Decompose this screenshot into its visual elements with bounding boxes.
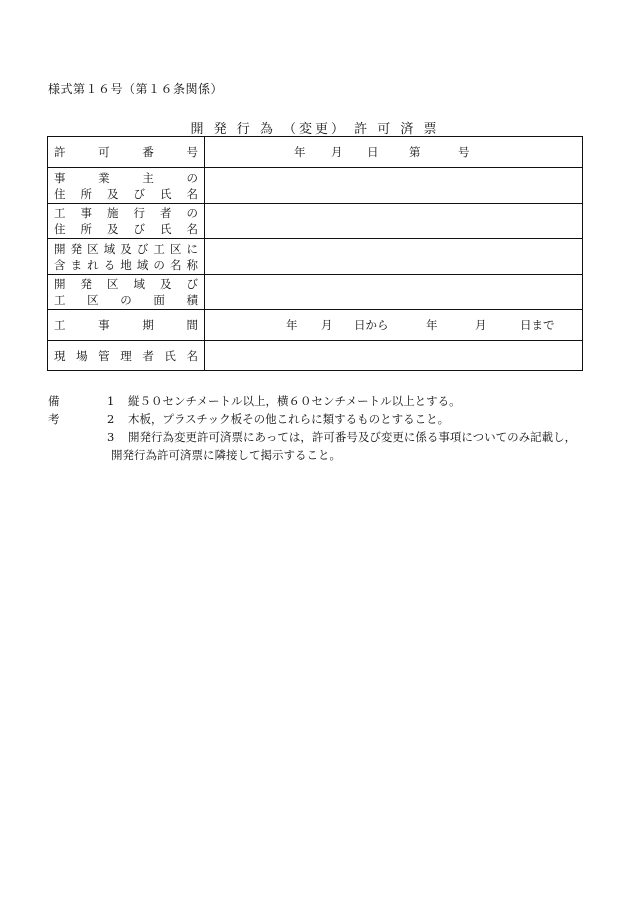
- site-manager-value: [205, 341, 582, 370]
- remark-3-continuation: 開発行為許可済票に隣接して掲示すること。: [111, 448, 341, 462]
- area-size-value: [205, 275, 582, 309]
- remark-2-number: 2: [107, 412, 115, 426]
- remark-3-number: 3: [107, 430, 115, 444]
- end-day-text: 日まで: [520, 318, 555, 332]
- row-label: 開 発 区 域 及 び 工 区 に 含 ま れ る 地 域 の 名 称: [48, 239, 205, 274]
- remarks-heading: 備 考: [48, 394, 70, 426]
- row-label: 工 事 施 行 者 の 住 所 及 び 氏 名: [48, 204, 205, 238]
- row-label: 許 可 番 号: [48, 137, 205, 167]
- row-contractor: [48, 204, 582, 239]
- document-title: 開 発 行 為 （変更） 許 可 済 票: [190, 122, 440, 137]
- dai-text: 第: [409, 145, 421, 159]
- remark-1-number: 1: [107, 394, 115, 408]
- year-text: 年: [294, 145, 306, 159]
- row-area-names: [48, 239, 582, 275]
- row-construction-period: [48, 310, 582, 341]
- row-label: 開 発 区 域 及 び 工 区 の 面 積: [48, 275, 205, 309]
- contractor-value: [205, 204, 582, 238]
- start-year-text: 年: [286, 318, 298, 332]
- remark-3-text: 開発行為変更許可済票にあっては，許可番号及び変更に係る事項についてのみ記載し，: [128, 430, 577, 444]
- gou-text: 号: [458, 145, 470, 159]
- day-text: 日: [367, 145, 379, 159]
- permit-table: [47, 136, 583, 371]
- start-day-text: 日から: [354, 318, 389, 332]
- row-label: 事 業 主 の 住 所 及 び 氏 名: [48, 168, 205, 203]
- remark-1-text: 縦５０センチメートル以上，横６０センチメートル以上とする。: [128, 394, 461, 408]
- row-business-owner: [48, 168, 582, 204]
- row-permit-number: [48, 137, 582, 168]
- permit-number-value: [205, 137, 582, 167]
- row-label: 工 事 期 間: [48, 310, 205, 340]
- construction-period-value: [205, 310, 582, 340]
- row-site-manager: [48, 341, 582, 370]
- form-number-label: 様式第１６号（第１６条関係）: [48, 82, 224, 96]
- end-month-text: 月: [475, 318, 487, 332]
- remark-2-text: 木板，プラスチック板その他これらに類するものとすること。: [128, 412, 450, 426]
- end-year-text: 年: [426, 318, 438, 332]
- month-text: 月: [331, 145, 343, 159]
- start-month-text: 月: [321, 318, 333, 332]
- row-area-size: [48, 275, 582, 310]
- business-owner-value: [205, 168, 582, 203]
- row-label: 現 場 管 理 者 氏 名: [48, 341, 205, 370]
- area-names-value: [205, 239, 582, 274]
